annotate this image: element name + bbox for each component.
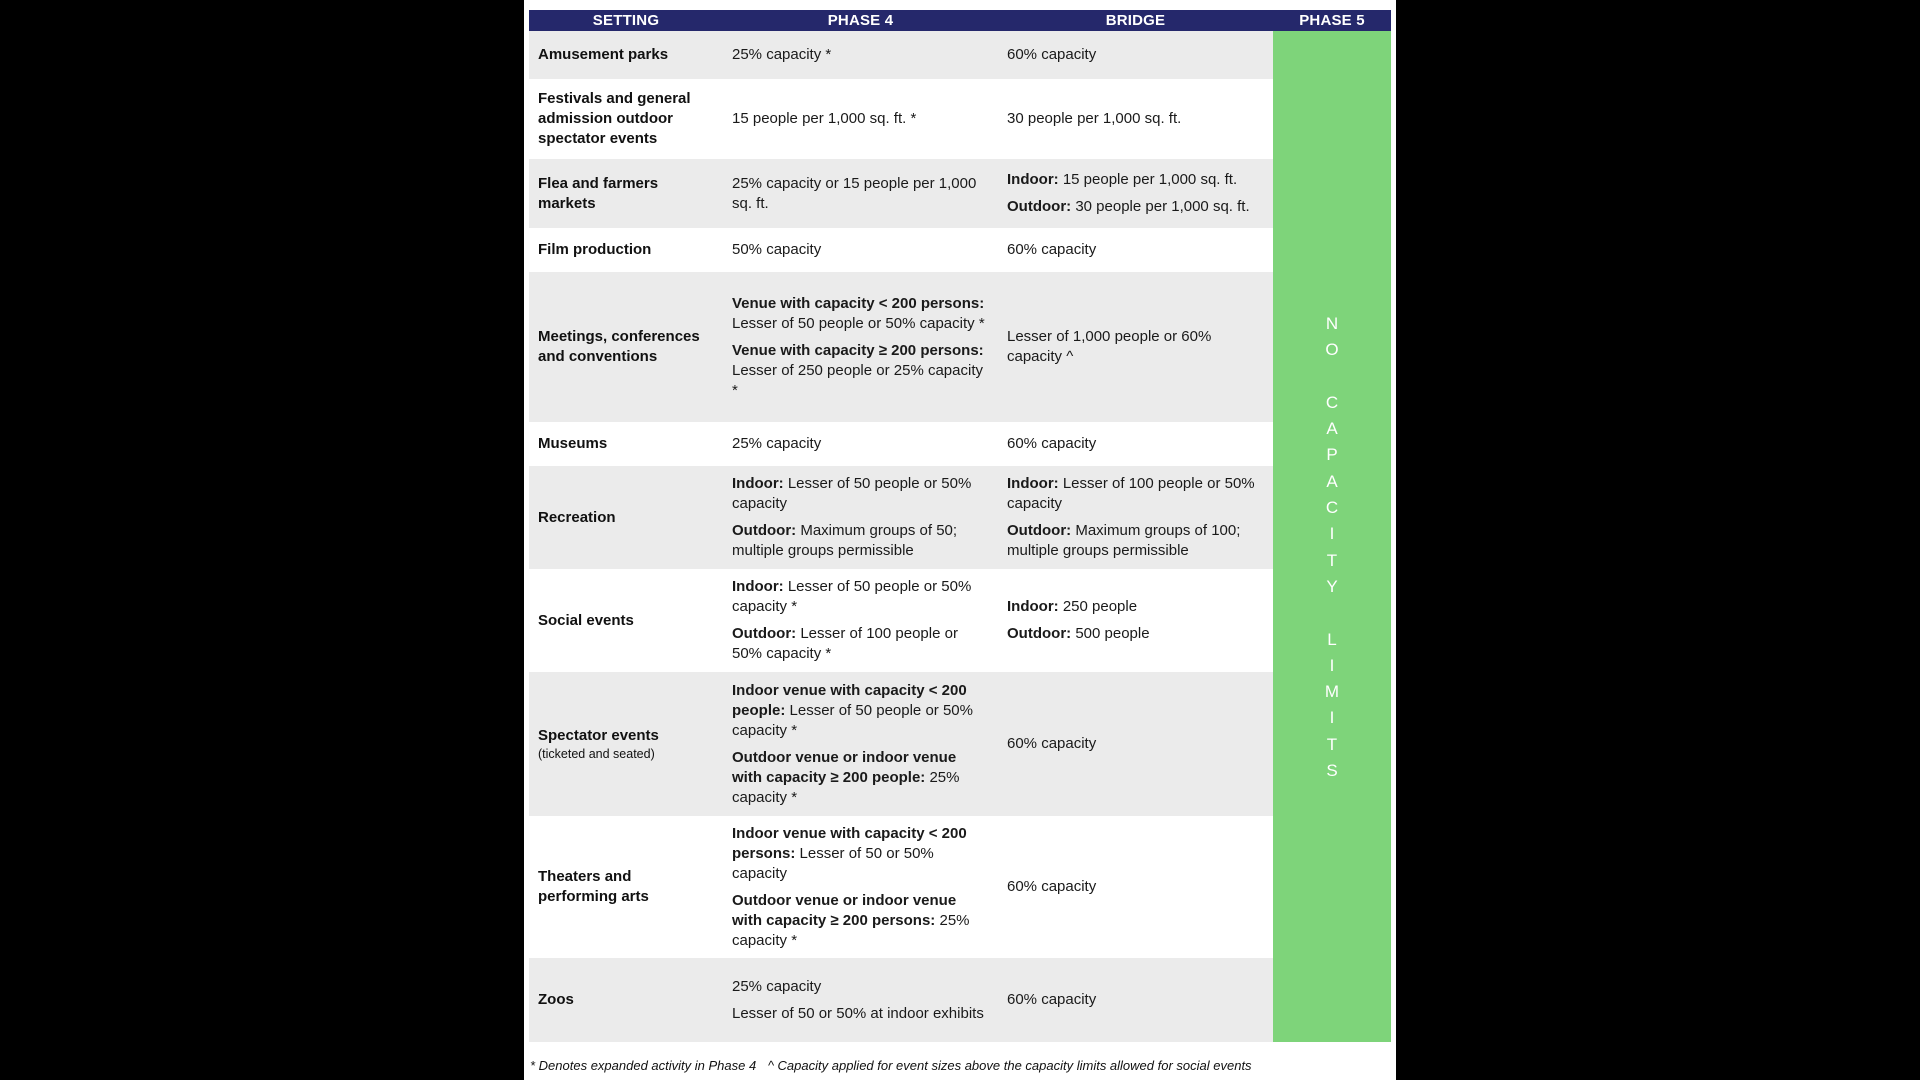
cell-paragraph [1007,109,1264,129]
header-phase5: PHASE 5 [1299,12,1365,29]
cell-paragraph [1007,170,1264,190]
cell-text: 15 people per 1,000 sq. ft. [1058,171,1238,188]
cell-text: Lesser of 1,000 people or 60% capacity ^ [1007,328,1212,365]
phase5-letter: I [1329,708,1335,728]
table-row [529,816,1273,958]
bridge-cell [998,990,1273,1010]
bridge-cell [998,434,1273,454]
phase4-cell [723,240,998,260]
cell-paragraph [1007,474,1264,514]
setting-name: Social events [538,611,634,629]
table-body [529,31,1391,1042]
cell-paragraph [732,577,989,617]
setting-cell [529,990,723,1010]
phase5-letter: Y [1326,576,1338,596]
cell-text: Lesser of 50 or 50% at indoor exhibits [732,1004,984,1022]
table-row [529,466,1273,569]
cell-paragraph [732,294,989,334]
phase5-letter: A [1326,471,1338,491]
phase5-note [1273,311,1391,784]
table-row [529,569,1273,672]
phase4-cell [723,434,998,454]
table-row [529,272,1273,422]
phase4-cell [723,294,998,401]
phase5-letter [1273,600,1391,626]
phase5-letter: M [1324,682,1340,702]
cell-text: 50% capacity [732,241,822,258]
cell-text: Lesser of 50 people or 50% capacity * [732,701,973,739]
cell-paragraph [1007,990,1264,1010]
setting-name: Film production [538,241,652,258]
cell-text: Lesser of 50 people or 50% capacity * [732,314,985,332]
cell-paragraph [1007,624,1264,644]
cell-paragraph [1007,597,1264,617]
cell-text: Maximum groups of 100; multiple groups permissible [1007,522,1241,559]
table-header [529,10,1391,31]
cell-paragraph [1007,734,1264,754]
bridge-cell [998,734,1273,754]
bridge-cell [998,240,1273,260]
setting-cell [529,240,723,260]
phase5-letter: O [1325,340,1339,360]
table-row [529,422,1273,466]
setting-name: Zoos [538,991,574,1008]
cell-label: Indoor venue with capacity < 200 persons: [732,824,967,862]
setting-cell [529,726,723,762]
document-page [524,0,1396,1080]
cell-label: Indoor venue with capacity < 200 people: [732,681,967,719]
table-row [529,159,1273,228]
cell-paragraph [1007,521,1264,561]
phase5-letter: I [1329,524,1335,544]
capacity-table [529,10,1391,1042]
cell-paragraph [732,240,989,260]
cell-text: 60% capacity [1007,46,1097,63]
cell-label: Outdoor: [732,522,797,539]
cell-text: 60% capacity [1007,735,1097,752]
phase5-letter [1273,364,1391,390]
cell-text: 25% capacity * [732,911,970,949]
cell-label: Indoor: [1007,598,1059,615]
cell-paragraph [732,341,989,401]
bridge-cell [998,327,1273,367]
cell-paragraph [732,824,989,884]
cell-label: Indoor: [1007,171,1059,188]
cell-label: Outdoor: [1007,198,1072,215]
phase4-cell [723,681,998,808]
setting-name: Theaters and performing arts [538,868,649,905]
table-row [529,79,1273,159]
cell-label: Outdoor venue or indoor venue with capacity ≥ 200 people: [732,748,957,786]
cell-label: Outdoor venue or indoor venue with capacity ≥ 200 persons: [732,891,957,929]
cell-paragraph [1007,197,1264,217]
cell-paragraph [1007,434,1264,454]
table-row [529,958,1273,1042]
cell-text: 25% capacity * [732,768,960,806]
cell-label: Outdoor: [1007,522,1072,539]
cell-paragraph [732,748,989,808]
setting-name: Meetings, conferences and conventions [538,328,700,365]
cell-paragraph [1007,240,1264,260]
cell-text: 60% capacity [1007,241,1097,258]
cell-text: Lesser of 100 people or 50% capacity * [732,625,958,662]
cell-text: 60% capacity [1007,435,1097,452]
setting-cell [529,434,723,454]
phase4-cell [723,577,998,664]
cell-label: Indoor: [1007,475,1059,492]
setting-cell [529,89,723,149]
header-phase4: PHASE 4 [827,12,894,29]
footnote [530,1058,1252,1073]
phase5-letter: L [1327,629,1337,649]
phase4-cell [723,45,998,65]
cell-text: 60% capacity [1007,878,1097,895]
cell-paragraph [732,891,989,951]
cell-label: Indoor: [732,475,784,492]
phase4-cell [723,109,998,129]
cell-label: Outdoor: [1007,625,1072,642]
cell-paragraph [1007,45,1264,65]
setting-cell [529,867,723,907]
cell-paragraph [732,45,989,65]
setting-cell [529,327,723,367]
setting-cell [529,45,723,65]
cell-paragraph [732,521,989,561]
phase4-cell [723,474,998,561]
phase5-letter: C [1325,392,1339,412]
cell-label: Venue with capacity < 200 persons: [732,294,985,312]
setting-name: Amusement parks [538,46,669,63]
setting-name: Flea and farmers markets [538,174,659,212]
table-row [529,31,1273,79]
phase5-letter: P [1326,445,1338,465]
table-row [529,228,1273,272]
cell-text: Lesser of 50 people or 50% capacity * [732,578,972,615]
cell-paragraph [732,174,989,214]
cell-label: Outdoor: [732,625,797,642]
cell-text: Lesser of 100 people or 50% capacity [1007,475,1255,512]
cell-text: 25% capacity * [732,46,832,63]
cell-text: 30 people per 1,000 sq. ft. [1007,110,1182,127]
phase4-cell [723,824,998,951]
cell-text: 25% capacity [732,977,822,995]
cell-paragraph [1007,877,1264,897]
cell-paragraph [1007,327,1264,367]
cell-paragraph [732,1004,989,1024]
cell-paragraph [732,681,989,741]
cell-paragraph [732,977,989,997]
phase5-letter: N [1325,314,1339,333]
phase5-letter: I [1329,655,1335,675]
cell-paragraph [732,624,989,664]
cell-text: Lesser of 50 or 50% capacity [732,844,934,882]
cell-text: 250 people [1058,598,1138,615]
cell-text: 25% capacity or 15 people per 1,000 sq. ft. [732,174,977,212]
phase5-letter: S [1326,761,1338,781]
setting-cell [529,611,723,631]
phase4-cell [723,977,998,1024]
table-rows [529,31,1273,1042]
phase5-letter: A [1326,419,1338,439]
bridge-cell [998,474,1273,561]
phase5-letter: T [1326,734,1338,754]
cell-text: Lesser of 250 people or 25% capacity * [732,361,983,399]
footnote-asterisk: * Denotes expanded activity in Phase 4 [530,1058,757,1073]
setting-cell [529,508,723,528]
setting-name: Recreation [538,508,616,526]
phase5-column [1273,31,1391,1042]
bridge-cell [998,109,1273,129]
cell-label: Venue with capacity ≥ 200 persons: [732,341,984,359]
bridge-cell [998,597,1273,644]
cell-text: 30 people per 1,000 sq. ft. [1071,198,1250,215]
phase4-cell [723,174,998,214]
setting-name: Festivals and general admission outdoor spectator events [538,90,691,147]
setting-name: Museums [538,435,608,452]
cell-text: 60% capacity [1007,991,1097,1008]
bridge-cell [998,170,1273,217]
cell-text: Lesser of 50 people or 50% capacity [732,475,972,512]
phase5-letter: C [1325,498,1339,518]
header-setting: SETTING [592,12,660,29]
footnote-caret: ^ Capacity applied for event sizes above the capacity limits allowed for social events [767,1058,1252,1073]
setting-subtitle: (ticketed and seated) [538,747,655,761]
cell-paragraph [732,434,989,454]
cell-text: 25% capacity [732,435,822,452]
cell-paragraph [732,109,989,129]
cell-text: 15 people per 1,000 sq. ft. * [732,110,917,127]
bridge-cell [998,877,1273,897]
phase5-letter: T [1326,550,1338,570]
cell-text: 500 people [1071,625,1150,642]
bridge-cell [998,45,1273,65]
header-bridge: BRIDGE [1105,12,1166,29]
table-row [529,672,1273,816]
cell-label: Indoor: [732,578,784,595]
setting-cell [529,174,723,214]
cell-paragraph [732,474,989,514]
cell-text: Maximum groups of 50; multiple groups permissible [732,522,958,559]
setting-name: Spectator events [538,727,659,744]
